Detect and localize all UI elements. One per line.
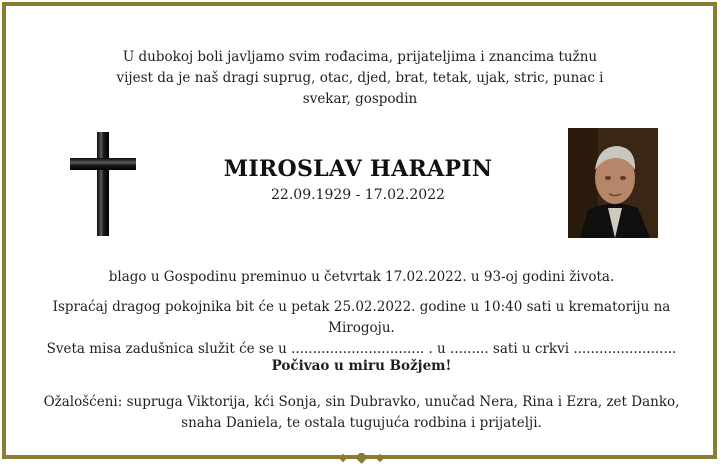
intro-text: U dubokoj boli javljamo svim rođacima, prijateljima i znancima tužnu vijest da je naš dragi suprug, otac, djed, brat, tetak, ujak, stric, punac i svekar, gospodin [116,49,604,107]
funeral-line: Ispraćaj dragog pokojnika bit će u petak 25.02.2022. godine u 10:40 sati u krematoriju na Mirogoju. [52,299,671,336]
death-announcement: blago u Gospodinu preminuo u četvrtak 17.02.2022. u 93-oj godini života. [108,269,615,285]
funeral-details [20,297,703,360]
mass-line: Sveta misa zadušnica služit će se u ............................... . u ......... sati u crkvi ........................ [46,341,677,357]
rest-in-peace: Počivao u miru Božjem! [271,358,452,374]
portrait-photo [568,128,658,238]
frame-ornament [0,453,723,465]
deceased-name: MIROSLAV HARAPIN [223,156,493,182]
life-dates: 22.09.1929 - 17.02.2022 [271,187,445,203]
cross-icon [68,130,138,238]
mourners-list: Ožalošćeni: supruga Viktorija, kći Sonja, sin Dubravko, unučad Nera, Rina i Ezra, zet Danko, snaha Daniela, te ostala tugujuća rodbina i prijatelji. [43,394,680,431]
